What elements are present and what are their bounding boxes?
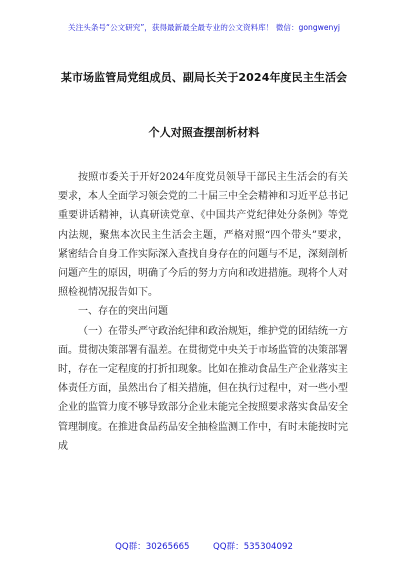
section-heading-problems: 一、存在的突出问题: [78, 306, 168, 318]
intro-paragraph: 按照市委关于开好2024年度党员领导干部民主生活会的有关要求，本人全面学习领会党的二十届三中全会精神和习近平总书记重要讲话精神，认真研读党章、《中国共产党纪律处分条例》等党内法规，聚焦本次民主生活会主题，严格对照“四个带头”要求，紧密结合自身工作实际深入查找自身存在的问题与不足，深刻剖析问题产生的原因，明确了今后的努力方向和改进措施。现将个人对照检视情况报告如下。: [58, 172, 348, 299]
footer-qq-group-2: QQ群：535304092: [213, 542, 293, 552]
footer-qq-group-1: QQ群：30265665: [115, 542, 190, 552]
footer-contact: [0, 540, 408, 552]
document-body: [58, 168, 348, 456]
document-title-line-1: 某市场监管局党组成员、副局长关于2024年度民主生活会: [60, 71, 348, 84]
problem-paragraph-1: （一）在带头严守政治纪律和政治规矩，维护党的团结统一方面。贯彻决策部署有温差。在贯彻党中央关于市场监管的决策部署时，存在一定程度的打折扣现象。比如在推动食品生产企业落实主体责任方面，虽然出台了相关措施，但在执行过程中，对一些小型企业的监管力度不够导致部分企业未能完全按照要求落实食品安全管理制度。在推进食品药品安全抽检监测工作中，有时未能按时完成: [58, 325, 348, 452]
document-title-line-2: 个人对照查摆剖析材料: [148, 126, 260, 139]
header-promo-note: 关注头条号“公文研究”，获得最新最全最专业的公文资料库！ 微信：gongwenyj: [68, 23, 340, 32]
